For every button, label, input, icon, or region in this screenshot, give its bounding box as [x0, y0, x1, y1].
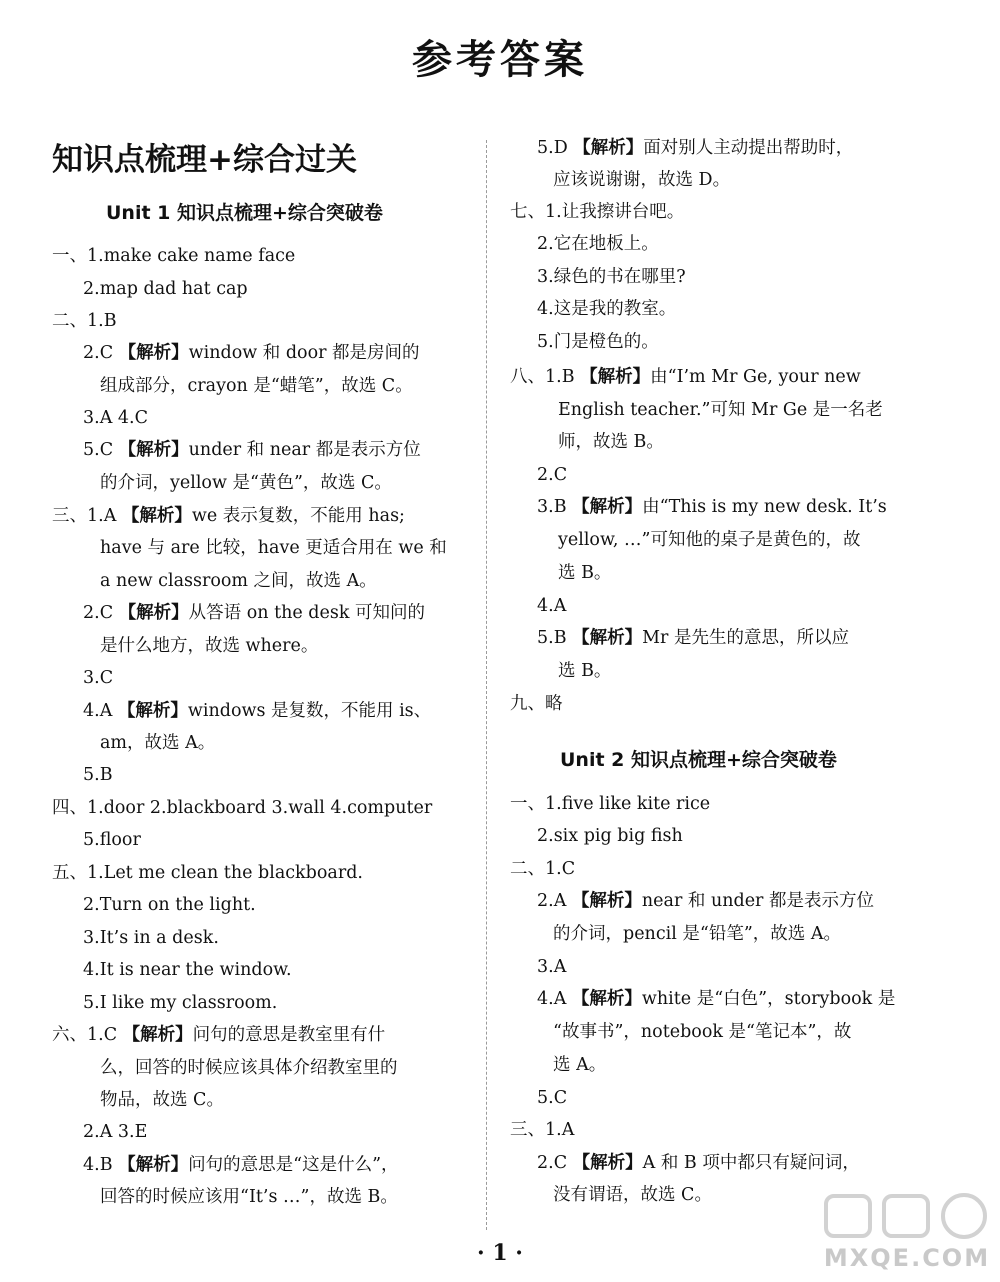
answer-text: A 和 B 项中都只有疑问词， — [642, 1153, 860, 1173]
analysis-tag: 【解析】 — [580, 367, 651, 387]
answer-text: 的介词，pencil 是“铅笔”，故选 A。 — [553, 924, 841, 944]
right-answer-line — [558, 430, 664, 454]
answer-text: 3.A 4.C — [83, 408, 148, 428]
answer-text: 从答语 on the desk 可知问的 — [188, 603, 426, 623]
answer-text: 5.floor — [83, 830, 141, 850]
analysis-tag: 【解析】 — [571, 989, 642, 1009]
answer-text: 3.绿色的书在哪里? — [537, 267, 686, 287]
right-answer-line — [537, 136, 853, 160]
watermark-seal-icon — [822, 1190, 992, 1246]
analysis-tag: 【解析】 — [118, 603, 189, 623]
right-answer-line — [510, 365, 861, 389]
answer-text: 2.它在地板上。 — [537, 234, 659, 254]
answer-text: 3.A — [537, 957, 567, 977]
answer-text: 组成部分，crayon 是“蜡笔”，故选 C。 — [100, 376, 413, 396]
right-answer-line — [558, 659, 611, 683]
right-answer-line — [537, 495, 887, 519]
answer-text: windows 是复数，不能用 is、 — [187, 701, 432, 721]
left-answer-line — [100, 471, 392, 495]
left-answer-line — [83, 277, 248, 301]
answer-text: 5.B — [83, 765, 113, 785]
right-answer-line — [537, 626, 849, 650]
answer-text: 的介词，yellow 是“黄色”，故选 C。 — [100, 473, 392, 493]
answer-text: 七、1.让我擦讲台吧。 — [510, 202, 685, 222]
left-answer-line — [100, 374, 413, 398]
left-answer-line — [100, 731, 215, 755]
answer-text: English teacher.”可知 Mr Ge 是一名老 — [558, 400, 883, 420]
right-answer-line — [537, 330, 659, 354]
answer-text: 2.map dad hat cap — [83, 279, 248, 299]
right-answer-line — [537, 265, 686, 289]
answer-text: have 与 are 比较，have 更适合用在 we 和 — [100, 538, 447, 558]
answer-text: 四、1.door 2.blackboard 3.wall 4.computer — [52, 798, 433, 818]
answer-number: 六、1.C — [52, 1025, 123, 1045]
answer-text: 物品，故选 C。 — [100, 1090, 224, 1110]
left-answer-line — [100, 1056, 398, 1080]
answer-number: 5.B — [537, 628, 573, 648]
right-answer-line — [553, 1183, 712, 1207]
analysis-tag: 【解析】 — [118, 1155, 189, 1175]
left-answer-line — [83, 1153, 399, 1177]
answer-text: 五、1.Let me clean the blackboard. — [52, 863, 363, 883]
answer-number: 3.B — [537, 497, 573, 517]
right-answer-line — [553, 922, 841, 946]
left-answer-line — [100, 1088, 224, 1112]
right-answer-line — [558, 528, 860, 552]
answer-text: 4.这是我的教室。 — [537, 299, 677, 319]
right-answer-line — [537, 955, 566, 979]
analysis-tag: 【解析】 — [572, 497, 643, 517]
left-answer-line — [52, 796, 432, 820]
answer-text: “故事书”，notebook 是“笔记本”，故 — [553, 1022, 852, 1042]
right-answer-line — [510, 792, 710, 816]
answer-text: 4.A — [537, 596, 567, 616]
answer-text: 应该说谢谢，故选 D。 — [553, 170, 731, 190]
analysis-tag: 【解析】 — [121, 506, 192, 526]
left-answer-line — [83, 601, 425, 625]
right-answer-line — [510, 200, 684, 224]
left-answer-line — [83, 699, 431, 723]
answer-text: 5.门是橙色的。 — [537, 332, 659, 352]
answer-text: 面对别人主动提出帮助时， — [643, 138, 854, 158]
left-answer-line — [52, 244, 295, 268]
answer-text: 一、1.five like kite rice — [510, 794, 711, 814]
left-answer-line — [83, 991, 277, 1015]
analysis-tag: 【解析】 — [571, 891, 642, 911]
left-answer-line — [100, 569, 377, 593]
answer-text: 问句的意思是教室里有什 — [192, 1025, 386, 1045]
column-divider — [486, 140, 487, 1230]
right-answer-line — [553, 1053, 606, 1077]
right-answer-line — [558, 561, 611, 585]
left-answer-line — [52, 1023, 385, 1047]
page-number: · 1 · — [477, 1240, 523, 1266]
answer-number: 4.A — [83, 701, 118, 721]
left-answer-line — [52, 504, 405, 528]
left-answer-line — [83, 341, 420, 365]
answer-text: Mr 是先生的意思，所以应 — [642, 628, 849, 648]
answer-number: 4.A — [537, 989, 572, 1009]
left-answer-line — [83, 406, 148, 430]
analysis-tag: 【解析】 — [573, 138, 644, 158]
answer-text: white 是“白色”，storybook 是 — [641, 989, 896, 1009]
right-answer-line — [558, 398, 883, 422]
analysis-tag: 【解析】 — [118, 440, 189, 460]
answer-text: am，故选 A。 — [100, 733, 216, 753]
right-answer-line — [510, 692, 563, 716]
answer-text: 二、1.C — [510, 859, 576, 879]
answer-text: 2.Turn on the light. — [83, 895, 256, 915]
answer-number: 八、1.B — [510, 367, 581, 387]
right-answer-line — [537, 594, 566, 618]
left-answer-line — [83, 893, 256, 917]
answer-text: 选 B。 — [558, 563, 612, 583]
right-answer-line — [510, 857, 575, 881]
answer-text: 3.It’s in a desk. — [83, 928, 219, 948]
analysis-tag: 【解析】 — [122, 1025, 193, 1045]
page-title: 参考答案 — [412, 37, 588, 83]
analysis-tag: 【解析】 — [572, 628, 643, 648]
left-answer-line — [83, 828, 141, 852]
answer-number: 2.C — [537, 1153, 573, 1173]
answer-text: 九、略 — [510, 694, 563, 714]
right-answer-line — [553, 1020, 851, 1044]
answer-text: a new classroom 之间，故选 A。 — [100, 571, 377, 591]
left-answer-line — [100, 634, 318, 658]
right-answer-line — [537, 297, 676, 321]
answer-number: 2.C — [83, 603, 119, 623]
left-answer-line — [100, 536, 447, 560]
answer-text: 2.C — [537, 465, 568, 485]
answer-text: 二、1.B — [52, 311, 117, 331]
analysis-tag: 【解析】 — [572, 1153, 643, 1173]
left-answer-line — [83, 763, 113, 787]
answer-text: 三、1.A — [510, 1120, 575, 1140]
left-answer-line — [83, 666, 113, 690]
right-answer-line — [537, 232, 659, 256]
right-answer-line — [537, 889, 874, 913]
answer-text: window 和 door 都是房间的 — [188, 343, 420, 363]
answer-text: 一、1.make cake name face — [52, 246, 296, 266]
left-answer-line — [100, 1185, 398, 1209]
right-answer-line — [537, 463, 567, 487]
answer-text: 2.A 3.E — [83, 1122, 148, 1142]
left-answer-line — [52, 861, 363, 885]
unit-2-title: Unit 2 知识点梳理+综合突破卷 — [560, 749, 837, 771]
answer-number: 2.C — [83, 343, 119, 363]
answer-text: 回答的时候应该用“It’s …”，故选 B。 — [100, 1187, 398, 1207]
answer-number: 5.D — [537, 138, 574, 158]
right-answer-line — [537, 1086, 567, 1110]
answer-text: 选 A。 — [553, 1055, 607, 1075]
right-answer-line — [537, 1151, 860, 1175]
right-answer-line — [553, 168, 730, 192]
answer-number: 2.A — [537, 891, 572, 911]
answer-text: 由“I’m Mr Ge, your new — [650, 367, 861, 387]
answer-text: 5.I like my classroom. — [83, 993, 278, 1013]
left-answer-line — [83, 958, 292, 982]
answer-number: 5.C — [83, 440, 119, 460]
left-answer-line — [83, 1120, 147, 1144]
answer-text: 由“This is my new desk. It’s — [642, 497, 887, 517]
answer-text: 2.six pig big fish — [537, 826, 683, 846]
answer-text: we 表示复数，不能用 has; — [191, 506, 405, 526]
answer-number: 三、1.A — [52, 506, 122, 526]
analysis-tag: 【解析】 — [117, 701, 188, 721]
analysis-tag: 【解析】 — [118, 343, 189, 363]
right-answer-line — [537, 987, 895, 1011]
answer-text: 是什么地方，故选 where。 — [100, 636, 319, 656]
right-answer-line — [537, 824, 683, 848]
unit-1-title: Unit 1 知识点梳理+综合突破卷 — [106, 202, 383, 224]
left-answer-line — [83, 926, 219, 950]
answer-text: 没有谓语，故选 C。 — [553, 1185, 712, 1205]
right-answer-line — [510, 1118, 574, 1142]
answer-text: 么，回答的时候应该具体介绍教室里的 — [100, 1058, 398, 1078]
answer-text: 3.C — [83, 668, 114, 688]
answer-text: under 和 near 都是表示方位 — [188, 440, 421, 460]
left-answer-line — [83, 438, 421, 462]
answer-text: 选 B。 — [558, 661, 612, 681]
answer-text: 4.It is near the window. — [83, 960, 292, 980]
watermark-text: MXQE.COM — [823, 1244, 991, 1272]
answer-text: yellow, …”可知他的桌子是黄色的，故 — [558, 530, 861, 550]
answer-text: 5.C — [537, 1088, 568, 1108]
section-title: 知识点梳理+综合过关 — [52, 142, 357, 178]
left-answer-line — [52, 309, 117, 333]
watermark-logo — [822, 1190, 992, 1272]
answer-number: 4.B — [83, 1155, 119, 1175]
answer-text: 师，故选 B。 — [558, 432, 664, 452]
answer-text: 问句的意思是“这是什么”， — [188, 1155, 399, 1175]
answer-text: near 和 under 都是表示方位 — [641, 891, 874, 911]
